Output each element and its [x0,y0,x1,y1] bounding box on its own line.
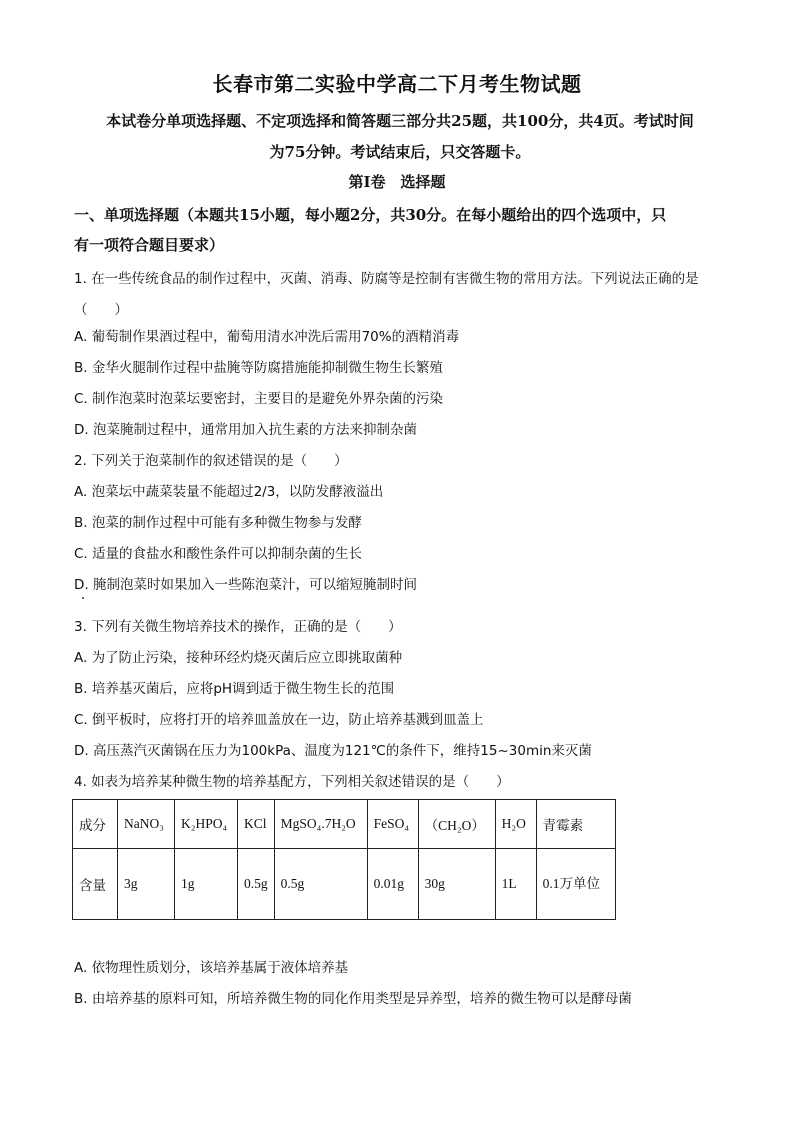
table-header-cell: NaNO₃ [118,800,175,849]
instructions-line-1: 本试卷分单项选择题、不定项选择和简答题三部分共25题，共100分，共4页。考试时间 [106,112,694,130]
question-1-option-d: D. 泡菜腌制过程中，通常用加入抗生素的方法来抑制杂菌 [74,422,417,438]
table-header-cell: KCl [238,800,275,849]
section-title [74,200,724,260]
question-3-option-d: D. 高压蒸汽灭菌锅在压力为100kPa、温度为121℃的条件下，维持15~30min来灭菌 [74,743,592,759]
question-1-stem [74,264,734,326]
table-cell: 30g [418,849,495,920]
table-cell: 含量 [73,849,118,920]
table-header-cell: K₂HPO₄ [175,800,238,849]
part-title: 第Ⅰ卷 选择题 [348,173,446,191]
table-header-cell: MgSO₄.7H₂O [274,800,367,849]
table-cell: 0.5g [238,849,275,920]
instructions-line-2: 为75分钟。考试结束后，只交答题卡。 [269,143,531,161]
question-3-stem: 3. 下列有关微生物培养技术的操作，正确的是（ ） [74,619,402,635]
section-title-line-1: 一、单项选择题（本题共15小题，每小题2分，共30分。在每小题给出的四个选项中，只 [74,206,667,224]
question-2-option-d: D. 腌制泡菜时如果加入一些陈泡菜汁，可以缩短腌制时间 [74,577,417,593]
table-cell: 0.5g [274,849,367,920]
question-1-stem-line-1: 1. 在一些传统食品的制作过程中，灭菌、消毒、防腐等是控制有害微生物的常用方法。下列说法正确的是 [74,271,699,287]
table-row [73,849,616,920]
question-2-option-a: A. 泡菜坛中蔬菜装量不能超过2/3，以防发酵液溢出 [74,484,384,500]
question-1-stem-line-2: （ ） [74,302,128,318]
question-2-option-c: C. 适量的食盐水和酸性条件可以抑制杂菌的生长 [74,546,363,562]
table-header-cell: （CH₂O） [418,800,495,849]
page-title: 长春市第二实验中学高二下月考生物试题 [212,72,582,96]
question-4-stem: 4. 如表为培养某种微生物的培养基配方，下列相关叙述错误的是（ ） [74,774,510,790]
question-4-option-b: B. 由培养基的原料可知，所培养微生物的同化作用类型是异养型，培养的微生物可以是酵母菌 [74,991,632,1007]
section-title-line-2: 有一项符合题目要求） [74,236,225,254]
question-3-option-a: A. 为了防止污染，接种环经灼烧灭菌后应立即挑取菌种 [74,650,403,666]
table-header-cell: H₂O [495,800,536,849]
table-cell: 1g [175,849,238,920]
question-1-option-b: B. 金华火腿制作过程中盐腌等防腐措施能抑制微生物生长繁殖 [74,360,443,376]
stray-mark [82,597,84,599]
table-cell: 0.01g [367,849,418,920]
table-cell: 1L [495,849,536,920]
question-2-option-b: B. 泡菜的制作过程中可能有多种微生物参与发酵 [74,515,362,531]
table-row [73,800,616,849]
exam-instructions [80,106,720,168]
question-2-stem: 2. 下列关于泡菜制作的叙述错误的是（ ） [74,453,348,469]
question-4-option-a: A. 依物理性质划分，该培养基属于液体培养基 [74,960,349,976]
table-cell: 0.1万单位 [536,849,615,920]
table-cell: 3g [118,849,175,920]
table-header-cell: 成分 [73,800,118,849]
question-1-option-c: C. 制作泡菜时泡菜坛要密封，主要目的是避免外界杂菌的污染 [74,391,444,407]
medium-formula-table [72,799,616,920]
table-header-cell: 青霉素 [536,800,615,849]
question-3-option-c: C. 倒平板时，应将打开的培养皿盖放在一边，防止培养基溅到皿盖上 [74,712,484,728]
question-3-option-b: B. 培养基灭菌后，应将pH调到适于微生物生长的范围 [74,681,395,697]
table-header-cell: FeSO₄ [367,800,418,849]
question-1-option-a: A. 葡萄制作果酒过程中，葡萄用清水冲洗后需用70%的酒精消毒 [74,329,460,345]
